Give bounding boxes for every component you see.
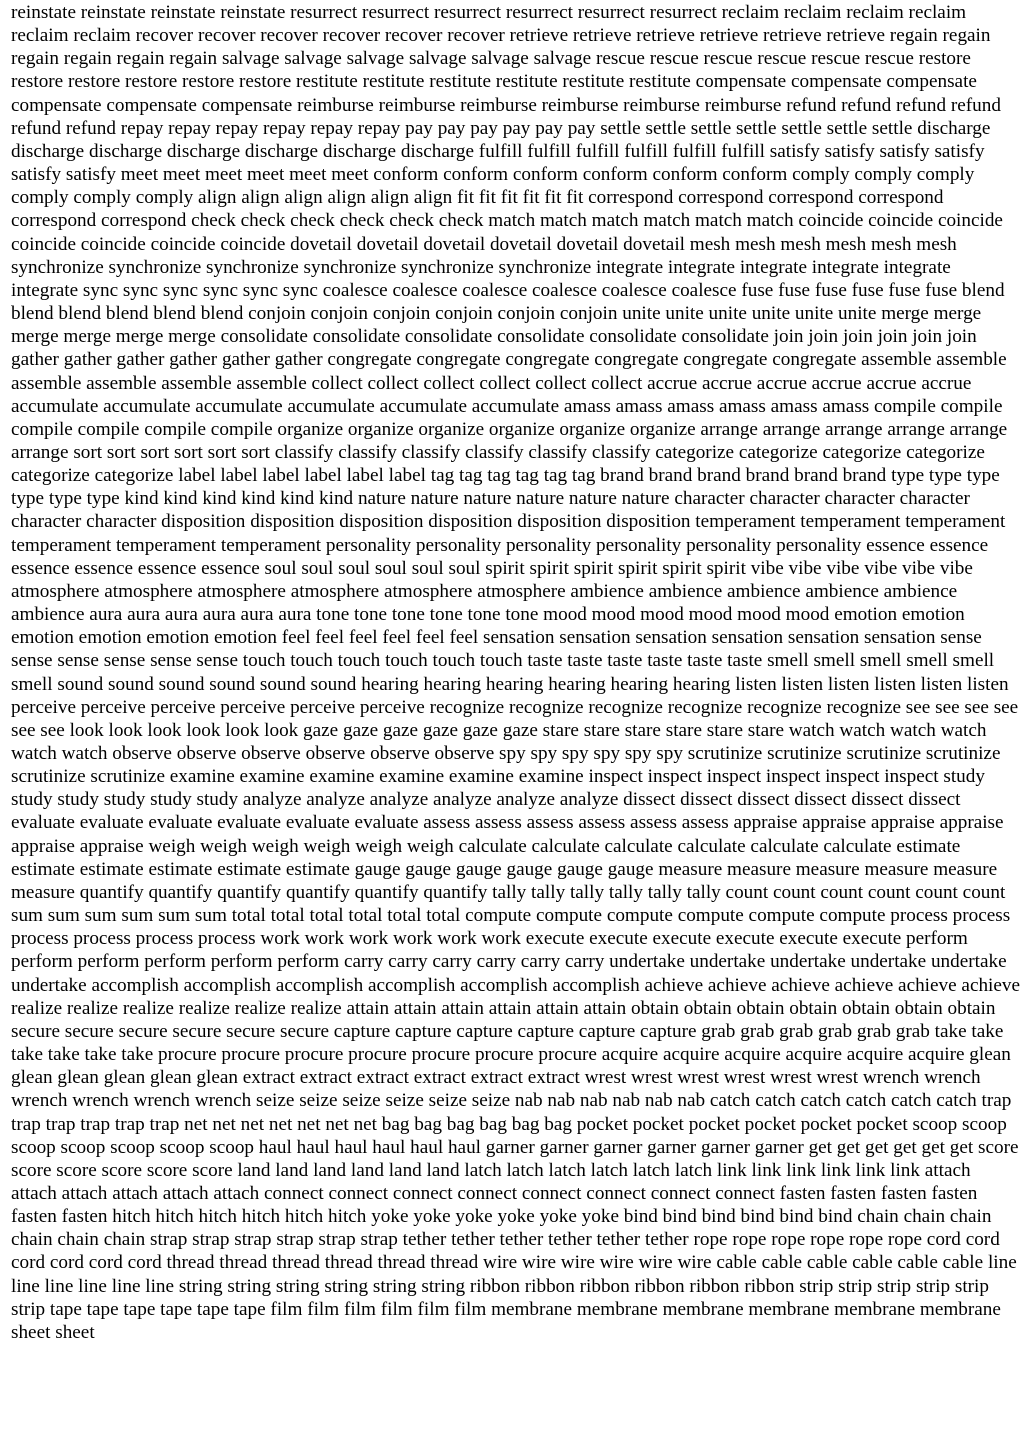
body-text: reinstate reinstate reinstate reinstate resurrect resurrect resurrect resurrect resurrect resurrect reclaim reclaim reclaim reclaim reclaim reclaim recover recover recover recover recover recover retrieve retrieve retrieve retrieve retrieve retrieve regain regain regain regain regain regain salvage salvage salvage salvage salvage salvage rescue rescue rescue rescue rescue rescue restore restore restore restore restore restore restitute restitute restitute restitute restitute restitute compensate compensate compensate compensate compensate compensate reimburse reimburse reimburse reimburse reimburse reimburse refund refund refund refund refund refund repay repay repay repay repay repay pay pay pay pay pay pay settle settle settle settle settle settle settle discharge discharge discharge discharge discharge discharge discharge fulfill fulfill fulfill fulfill fulfill fulfill satisfy satisfy satisfy satisfy satisfy satisfy meet meet meet meet meet meet conform conform conform conform conform conform comply comply comply comply comply comply align align align align align align fit fit fit fit fit fit correspond correspond correspond correspond correspond correspond check check check check check check match match match match match match coincide coincide coincide coincide coincide coincide coincide dovetail dovetail dovetail dovetail dovetail dovetail mesh mesh mesh mesh mesh mesh synchronize synchronize synchronize synchronize synchronize synchronize integrate integrate integrate integrate integrate integrate sync sync sync sync sync sync coalesce coalesce coalesce coalesce coalesce coalesce fuse fuse fuse fuse fuse fuse blend blend blend blend blend blend conjoin conjoin conjoin conjoin conjoin conjoin unite unite unite unite unite unite merge merge merge merge merge merge consolidate consolidate consolidate consolidate consolidate consolidate join join join join join join gather gather gather gather gather gather congregate congregate congregate congregate congregate congregate assemble assemble assemble assemble assemble assemble collect collect collect collect collect collect accrue accrue accrue accrue accrue accrue accumulate accumulate accumulate accumulate accumulate accumulate amass amass amass amass amass amass compile compile compile compile compile compile organize organize organize organize organize organize arrange arrange arrange arrange arrange arrange sort sort sort sort sort sort classify classify classify classify classify classify categorize categorize categorize categorize categorize categorize label label label label label label tag tag tag tag tag tag brand brand brand brand brand brand type type type type type type kind kind kind kind kind kind nature nature nature nature nature nature character character character character character character disposition disposition disposition disposition disposition disposition temperament temperament temperament temperament temperament temperament personality personality personality personality personality personality essence essence essence essence essence essence soul soul soul soul soul soul spirit spirit spirit spirit spirit spirit vibe vibe vibe vibe vibe vibe atmosphere atmosphere atmosphere atmosphere atmosphere atmosphere ambience ambience ambience ambience ambience ambience aura aura aura aura aura aura tone tone tone tone tone tone mood mood mood mood mood mood emotion emotion emotion emotion emotion emotion feel feel feel feel feel feel sensation sensation sensation sensation sensation sensation sense sense sense sense sense sense touch touch touch touch touch touch taste taste taste taste taste taste smell smell smell smell smell smell sound sound sound sound sound sound hearing hearing hearing hearing hearing hearing listen listen listen listen listen listen perceive perceive perceive perceive perceive perceive recognize recognize recognize recognize recognize recognize see see see see see see look look look look look look gaze gaze gaze gaze gaze gaze stare stare stare stare stare stare watch watch watch watch watch watch observe observe observe observe observe observe spy spy spy spy spy spy scrutinize scrutinize scrutinize scrutinize scrutinize scrutinize examine examine examine examine examine examine inspect inspect inspect inspect inspect inspect study study study study study study analyze analyze analyze analyze analyze analyze dissect dissect dissect dissect dissect dissect evaluate evaluate evaluate evaluate evaluate evaluate assess assess assess assess assess assess appraise appraise appraise appraise appraise appraise weigh weigh weigh weigh weigh weigh calculate calculate calculate calculate calculate calculate estimate estimate estimate estimate estimate estimate gauge gauge gauge gauge gauge gauge measure measure measure measure measure measure quantify quantify quantify quantify quantify quantify tally tally tally tally tally tally count count count count count count sum sum sum sum sum sum total total total total total total compute compute compute compute compute compute process process process process process process work work work work work work execute execute execute execute execute execute perform perform perform perform perform perform carry carry carry carry carry carry undertake undertake undertake undertake undertake undertake accomplish accomplish accomplish accomplish accomplish accomplish achieve achieve achieve achieve achieve achieve realize realize realize realize realize realize attain attain attain attain attain attain obtain obtain obtain obtain obtain obtain obtain secure secure secure secure secure secure capture capture capture capture capture capture grab grab grab grab grab grab take take take take take take procure procure procure procure procure procure procure acquire acquire acquire acquire acquire acquire glean glean glean glean glean glean extract extract extract extract extract extract wrest wrest wrest wrest wrest wrest wrench wrench wrench wrench wrench wrench seize seize seize seize seize seize nab nab nab nab nab nab catch catch catch catch catch catch trap trap trap trap trap trap net net net net net net net bag bag bag bag bag bag pocket pocket pocket pocket pocket pocket scoop scoop scoop scoop scoop scoop scoop haul haul haul haul haul haul garner garner garner garner garner garner get get get get get get score score score score score score land land land land land land latch latch latch latch latch latch link link link link link link attach attach attach attach attach attach connect connect connect connect connect connect connect connect fasten fasten fasten fasten fasten fasten hitch hitch hitch hitch hitch hitch yoke yoke yoke yoke yoke yoke bind bind bind bind bind bind chain chain chain chain chain chain strap strap strap strap strap strap tether tether tether tether tether tether rope rope rope rope rope rope cord cord cord cord cord cord thread thread thread thread thread thread wire wire wire wire wire wire cable cable cable cable cable cable line line line line line line string string string string string string ribbon ribbon ribbon ribbon ribbon ribbon strip strip strip strip strip strip tape tape tape tape tape tape film film film film film film membrane membrane membrane membrane membrane membrane sheet sheet bbox=[11, 2, 1021, 1343]
